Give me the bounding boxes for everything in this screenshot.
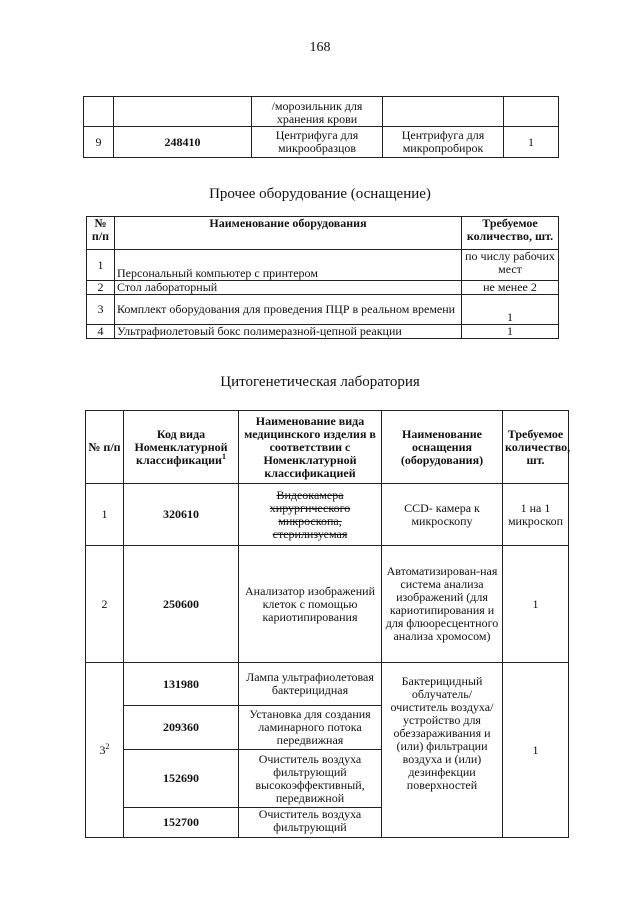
code-cell: 131980 <box>124 663 239 706</box>
quantity-cell: 1 <box>503 546 569 663</box>
row-number-cell: 9 <box>84 127 114 158</box>
header-number: № п/п <box>86 411 124 484</box>
quantity-cell: по числу рабочих мест <box>462 250 559 281</box>
device-name-cell: /морозильник для хранения крови <box>252 97 383 127</box>
table-row <box>86 484 569 546</box>
other-equipment-table <box>86 216 559 339</box>
code-cell: 248410 <box>114 127 252 158</box>
quantity-cell: 1 <box>504 127 559 158</box>
row-number-cell: 4 <box>87 325 115 339</box>
footnote-mark: 1 <box>221 451 226 461</box>
header-quantity: Требуемое количество, шт. <box>503 411 569 484</box>
quantity-cell: не менее 2 <box>462 281 559 295</box>
table-header-row <box>87 217 559 250</box>
quantity-cell: 1 <box>503 663 569 838</box>
equipment-cell: Автоматизирован-ная система анализа изображений (для кариотипирования и для флюоресцентного анализа хромосом) <box>382 546 503 663</box>
cytogenetic-lab-title: Цитогенетическая лаборатория <box>220 374 420 390</box>
code-cell <box>114 97 252 127</box>
device-name-cell: Очиститель воздуха фильтрующий <box>239 808 382 838</box>
code-cell: 250600 <box>124 546 239 663</box>
row-number-cell: 1 <box>87 250 115 281</box>
header-number: № п/п <box>87 217 115 250</box>
device-name-cell: Центрифуга для микрообразцов <box>252 127 383 158</box>
quantity-cell: 1 <box>462 295 559 325</box>
code-cell: 152690 <box>124 750 239 808</box>
equipment-name-cell: Комплект оборудования для проведения ПЦР в реальном времени <box>115 295 462 325</box>
equipment-cell: CCD- камера к микроскопу <box>382 484 503 546</box>
equipment-name-cell: Персональный компьютер с принтером <box>115 250 462 281</box>
quantity-cell: 1 на 1 микроскоп <box>503 484 569 546</box>
code-cell: 320610 <box>124 484 239 546</box>
device-name-cell: Лампа ультрафиолетовая бактерицидная <box>239 663 382 706</box>
other-equipment-title: Прочее оборудование (оснащение) <box>209 186 431 202</box>
top-equipment-table <box>83 96 559 158</box>
equipment-name-cell: Стол лабораторный <box>115 281 462 295</box>
header-equipment: Наименование оснащения (оборудования) <box>382 411 503 484</box>
table-row <box>87 295 559 325</box>
footnote-mark: 2 <box>105 741 110 751</box>
quantity-cell: 1 <box>462 325 559 339</box>
table-row <box>87 325 559 339</box>
row-number-cell: 2 <box>86 546 124 663</box>
cytogenetic-equipment-table <box>85 410 569 838</box>
table-row <box>87 250 559 281</box>
row-number-cell <box>86 663 124 838</box>
table-row <box>87 281 559 295</box>
code-cell: 152700 <box>124 808 239 838</box>
row-number-cell: 1 <box>86 484 124 546</box>
device-name-cell: Анализатор изображений клеток с помощью кариотипирования <box>239 546 382 663</box>
table-header-row <box>86 411 569 484</box>
table-row <box>84 97 559 127</box>
row-number-text: 3 <box>99 742 106 757</box>
header-equipment-name: Наименование оборудования <box>115 217 462 250</box>
equipment-cell: Центрифуга для микропробирок <box>383 127 504 158</box>
table-row <box>84 127 559 158</box>
row-number-cell: 2 <box>87 281 115 295</box>
table-row <box>86 546 569 663</box>
device-name-cell: Очиститель воздуха фильтрующий высокоэффективный, передвижной <box>239 750 382 808</box>
row-number-cell: 3 <box>87 295 115 325</box>
device-name-cell: Видеокамера хирургического микроскопа, стерилизуемая <box>239 484 382 546</box>
header-quantity: Требуемое количество, шт. <box>462 217 559 250</box>
equipment-name-cell: Ультрафиолетовый бокс полимеразной-цепной реакции <box>115 325 462 339</box>
equipment-cell <box>383 97 504 127</box>
page-number: 168 <box>309 40 331 55</box>
table-row <box>86 663 569 706</box>
code-cell: 209360 <box>124 706 239 750</box>
device-name-cell: Установка для создания ламинарного потока передвижная <box>239 706 382 750</box>
quantity-cell <box>504 97 559 127</box>
header-code <box>124 411 239 484</box>
header-device-name: Наименование вида медицинского изделия в соответствии с Номенклатурной классификацией <box>239 411 382 484</box>
row-number-cell <box>84 97 114 127</box>
equipment-cell: Бактерицидный облучатель/ очиститель воздуха/ устройство для обеззараживания и (или) фильтрации воздуха и (или) дезинфекции поверхностей <box>382 663 503 838</box>
header-code-text: Код вида Номенклатурной классификации <box>134 426 228 467</box>
